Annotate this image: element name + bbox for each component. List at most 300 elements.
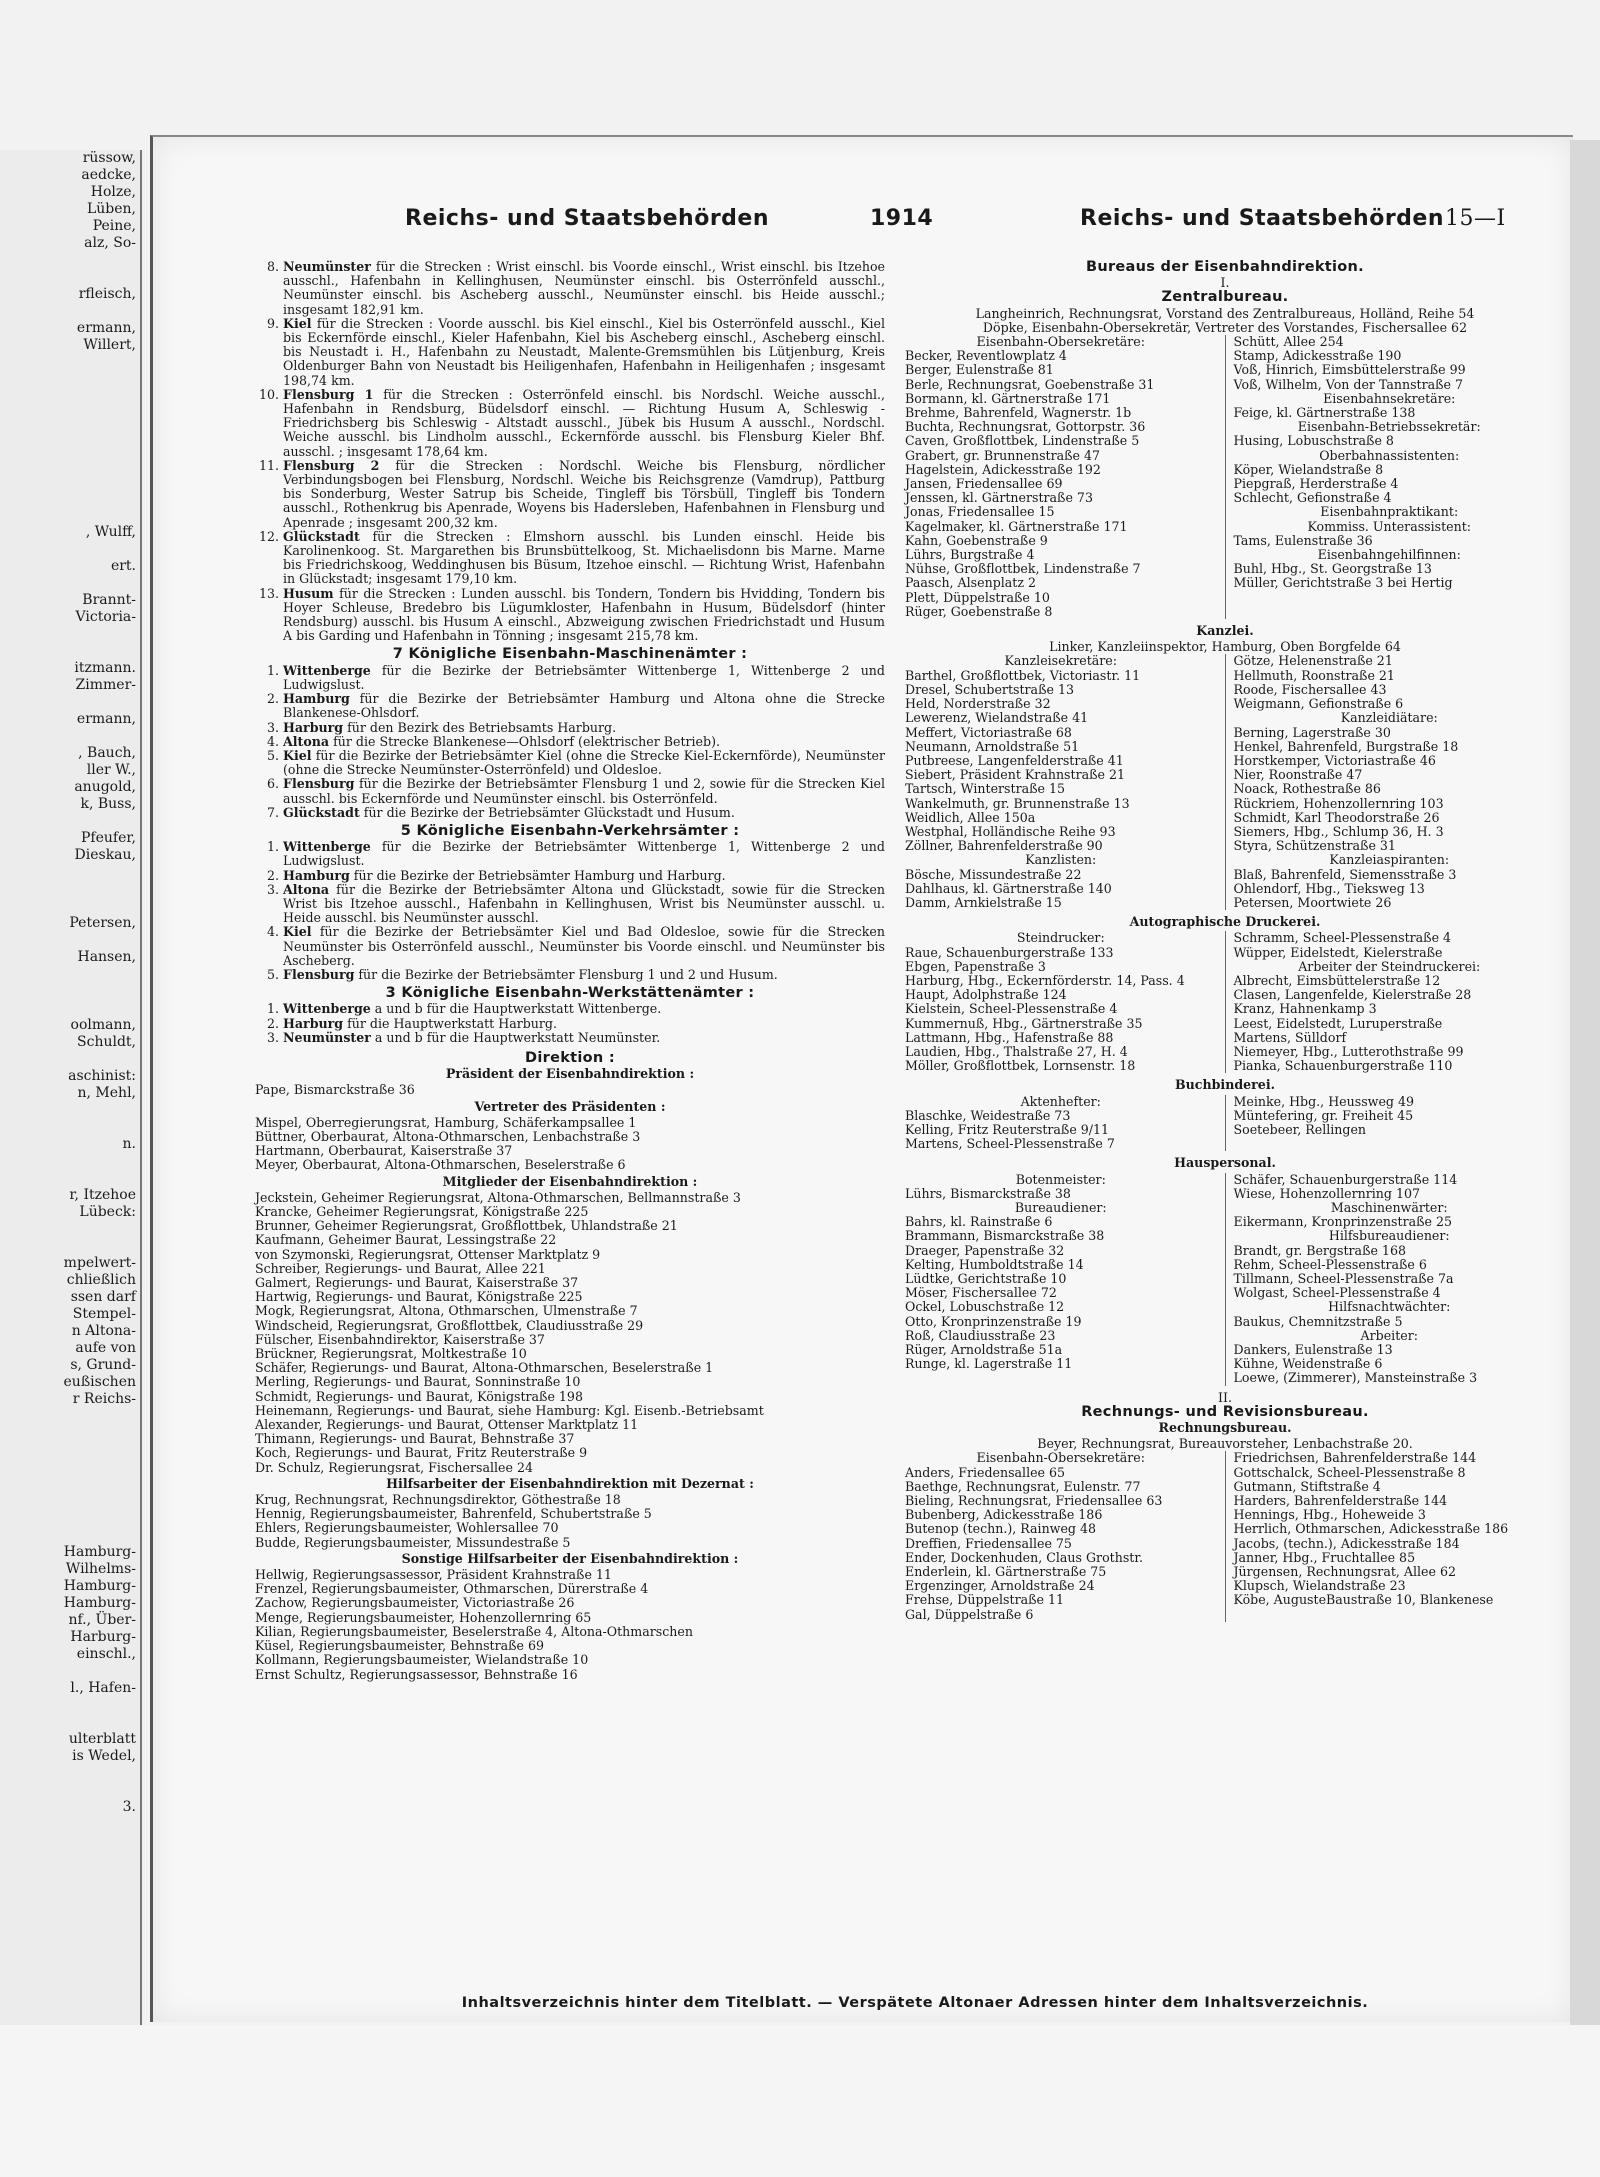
person-entry: Siemers, Hbg., Schlump 36, H. 3: [1233, 823, 1444, 839]
person-entry: Blaß, Bahrenfeld, Siemensstraße 3: [1233, 866, 1457, 882]
running-header: [170, 206, 1560, 234]
rechnungsbureau-subtitle: Rechnungsbureau.: [1158, 1420, 1292, 1436]
entry-number: 2.: [266, 1015, 279, 1031]
adjacent-page-line: [0, 983, 140, 1000]
person-entry: Voß, Wilhelm, Von der Tannstraße 7: [1233, 376, 1464, 392]
person-entry: Büttner, Oberbaurat, Altona-Othmarschen, Lenbachstraße 3: [255, 1128, 641, 1144]
person-entry: Brunner, Geheimer Regierungsrat, Großflottbek, Uhlandstraße 21: [255, 1218, 678, 1234]
adjacent-page-line: [0, 1170, 140, 1187]
person-entry: Wüpper, Eidelstedt, Kielerstraße: [1233, 944, 1443, 960]
person-entry: Kielstein, Scheel-Plessenstraße 4: [905, 1001, 1118, 1017]
adjacent-page-line: ssen darf: [70, 1289, 136, 1305]
adjacent-page-line: Peine,: [92, 218, 136, 234]
entry-number: 2.: [266, 691, 279, 707]
adjacent-page-line: [0, 1459, 140, 1476]
entry-number: 5.: [266, 747, 279, 763]
person-entry: Paasch, Alsenplatz 2: [905, 575, 1037, 591]
zentralbureau-columns: [905, 335, 1545, 619]
person-entry: Meyer, Oberbaurat, Altona-Othmarschen, Beselerstraße 6: [255, 1157, 626, 1173]
entry-description: für die Strecken : Lunden ausschl. bis Tondern, Tondern bis Hvidding, Tondern bis Hoyer Schleuse, Bredebro bis Lügumkloster, Hafenbahn in Husum, Büdelsdorf (hinter Rendsburg) ausschl. bis Husum A einschl., Abzweigung zwischen Friedrichstadt und Husum A bis Garding und Hafenbahn in Tönning ; insgesamt 215,78 km.: [283, 585, 885, 644]
adjacent-page-line: Hamburg-: [63, 1544, 136, 1560]
entry-name: Neumünster: [283, 1029, 371, 1045]
adjacent-page-line: n, Mehl,: [77, 1085, 136, 1101]
person-entry: Noack, Rothestraße 86: [1233, 781, 1381, 797]
adjacent-page-line: [0, 1476, 140, 1493]
adjacent-page-line: itzmann.: [74, 660, 136, 676]
adjacent-page-line: alz, So-: [84, 235, 136, 251]
person-entry: Butenop (techn.), Rainweg 48: [905, 1521, 1097, 1537]
footer-note: Inhaltsverzeichnis hinter dem Titelblatt. — Verspätete Altonaer Adressen hinter dem Inhaltsverzeichnis.: [461, 1995, 1369, 2011]
entry-description: für die Strecke Blankenese—Ohlsdorf (elektrischer Betrieb).: [329, 733, 720, 749]
adjacent-page-line: [0, 507, 140, 524]
adjacent-page-line: , Wulff,: [85, 524, 136, 540]
person-entry: Soetebeer, Rellingen: [1233, 1121, 1367, 1137]
person-entry: Loewe, (Zimmerer), Mansteinstraße 3: [1233, 1370, 1478, 1386]
person-entry: Meinke, Hbg., Heussweg 49: [1233, 1093, 1414, 1109]
person-entry: Wankelmuth, gr. Brunnenstraße 13: [905, 795, 1130, 811]
person-entry: Herrlich, Othmarschen, Adickesstraße 186: [1233, 1521, 1509, 1537]
hauspersonal-title: Hauspersonal.: [1174, 1155, 1276, 1171]
entry-text: [283, 317, 885, 388]
person-entry: Laudien, Hbg., Thalstraße 27, H. 4: [905, 1043, 1128, 1059]
person-entry: Jürgensen, Rechnungsrat, Allee 62: [1233, 1564, 1456, 1580]
person-entry: Koch, Regierungs- und Baurat, Fritz Reuterstraße 9: [255, 1445, 588, 1461]
person-entry: Raue, Schauenburgerstraße 133: [905, 944, 1114, 960]
adjacent-page-line: n.: [122, 1136, 136, 1152]
person-entry: Köper, Wielandstraße 8: [1233, 461, 1384, 477]
adjacent-page-line: aufe von: [75, 1340, 136, 1356]
adjacent-page-line: Hansen,: [77, 949, 136, 965]
adjacent-page-line: chließlich: [66, 1272, 136, 1288]
entry-text: [283, 587, 885, 644]
person-entry: Tams, Eulenstraße 36: [1233, 532, 1373, 548]
maschinenaemter-list: [255, 664, 885, 820]
entry-description: für die Strecken : Elmshorn ausschl. bis Lunden einschl. Heide bis Karolinenkoog. St. Margarethen bis Brunsbüttelkoog, St. Michaelisdonn bis Marne. Marne bis Friedrichskoog, Weddinghusen bis Büsum, Itzehoe einschl. — Richtung Wrist, Hafenbahn in Glückstadt; insgesamt 179,10 km.: [283, 528, 885, 587]
entry-text: [283, 1031, 885, 1045]
entry-name: Neumünster: [283, 259, 371, 274]
entry-name: Wittenberge: [283, 1001, 371, 1017]
person-entry: Müller, Gerichtstraße 3 bei Hertig: [1233, 575, 1453, 591]
adjacent-page-line: k, Buss,: [80, 796, 136, 812]
kanzlei-title: Kanzlei.: [1196, 623, 1254, 639]
group-heading: Eisenbahnsekretäre:: [1323, 390, 1456, 406]
mitglieder-list: [255, 1191, 885, 1475]
numbered-entry: [255, 749, 885, 777]
person-entry: Heinemann, Regierungs- und Baurat, siehe Hamburg: Kgl. Eisenb.-Betriebsamt: [255, 1402, 764, 1418]
person-entry: Jansen, Friedensallee 69: [905, 476, 1063, 492]
person-entry: Kelling, Fritz Reuterstraße 9/11: [905, 1121, 1110, 1137]
person-entry: Draeger, Papenstraße 32: [905, 1242, 1065, 1258]
person-entry: Galmert, Regierungs- und Baurat, Kaiserstraße 37: [255, 1275, 579, 1291]
group-heading: Eisenbahn-Obersekretäre:: [976, 1450, 1145, 1466]
person-entry: Bormann, kl. Gärtnerstraße 171: [905, 390, 1111, 406]
person-entry: Jacobs, (techn.), Adickesstraße 184: [1233, 1535, 1460, 1551]
adjacent-page-line: Lüben,: [86, 201, 136, 217]
zentral-lead-line: Langheinrich, Rechnungsrat, Vorstand des Zentralbureaus, Holländ, Reihe 54: [975, 305, 1475, 321]
entry-text: [283, 530, 885, 587]
adjacent-page-line: [0, 1765, 140, 1782]
person-entry: Möller, Großflottbek, Lornsenstr. 18: [905, 1058, 1136, 1074]
person-entry: Fülscher, Eisenbahndirektor, Kaiserstraße 37: [255, 1331, 545, 1347]
adjacent-page-line: ulterblatt: [68, 1731, 136, 1747]
person-entry: Lührs, Burgstraße 4: [905, 547, 1035, 563]
person-entry: Martens, Scheel-Plessenstraße 7: [905, 1136, 1115, 1152]
person-entry: Merling, Regierungs- und Baurat, Sonninstraße 10: [255, 1374, 581, 1390]
group-heading: Hilfsnachtwächter:: [1328, 1299, 1451, 1315]
person-entry: Clasen, Langenfelde, Kielerstraße 28: [1233, 987, 1472, 1003]
person-entry: Frehse, Düppelstraße 11: [905, 1592, 1065, 1608]
person-entry: Götze, Helenenstraße 21: [1233, 653, 1393, 669]
entry-number: 8.: [266, 259, 279, 274]
entry-number: 10.: [258, 386, 279, 402]
person-entry: Kahn, Goebenstraße 9: [905, 532, 1048, 548]
adjacent-page-line: [0, 1510, 140, 1527]
person-entry: Brückner, Regierungsrat, Moltkestraße 10: [255, 1346, 527, 1362]
person-entry: Schäfer, Regierungs- und Baurat, Altona-Othmarschen, Beselerstraße 1: [255, 1360, 714, 1376]
person-entry: Kühne, Weidenstraße 6: [1233, 1356, 1383, 1372]
person-entry: Bubenberg, Adickesstraße 186: [905, 1507, 1103, 1523]
entry-number: 7.: [266, 804, 279, 820]
page-number: 15—I: [1445, 206, 1506, 231]
entry-number: 1.: [266, 1001, 279, 1017]
person-entry: Kagelmaker, kl. Gärtnerstraße 171: [905, 518, 1128, 534]
group-heading: Eisenbahnpraktikant:: [1320, 504, 1459, 520]
entry-description: a und b für die Hauptwerkstatt Neumünster.: [370, 1029, 661, 1045]
person-entry: Janner, Hbg., Fruchtallee 85: [1233, 1549, 1416, 1565]
group-heading: Botenmeister:: [1015, 1171, 1106, 1187]
druckerei-title: Autographische Druckerei.: [1129, 914, 1321, 930]
person-entry: Martens, Sülldorf: [1233, 1029, 1347, 1045]
person-entry: Dankers, Eulenstraße 13: [1233, 1342, 1393, 1358]
entry-name: Altona: [283, 881, 330, 897]
entry-name: Glückstadt: [283, 528, 360, 544]
group-heading: Bureaudiener:: [1014, 1200, 1107, 1215]
person-entry: Wiese, Hohenzollernring 107: [1233, 1185, 1420, 1201]
person-entry: Husing, Lobuschstraße 8: [1233, 433, 1394, 449]
verkehrsaemter-title: 5 Königliche Eisenbahn-Verkehrsämter :: [400, 822, 740, 839]
adjacent-page-line: [0, 1000, 140, 1017]
entry-text: [283, 692, 885, 720]
person-entry: Kummernuß, Hbg., Gärtnerstraße 35: [905, 1015, 1143, 1031]
entry-number: 3.: [266, 881, 279, 897]
kanzlei-left: [905, 654, 1226, 910]
adjacent-page-line: [0, 1493, 140, 1510]
adjacent-page-line: [0, 473, 140, 490]
person-entry: Eikermann, Kronprinzenstraße 25: [1233, 1214, 1452, 1230]
person-entry: Ockel, Lobuschstraße 12: [905, 1299, 1065, 1315]
person-entry: Horstkemper, Victoriastraße 46: [1233, 752, 1436, 768]
person-entry: Haupt, Adolphstraße 124: [905, 987, 1067, 1003]
person-entry: Berger, Eulenstraße 81: [905, 362, 1054, 378]
adjacent-page-line: mpelwert-: [63, 1255, 136, 1271]
person-entry: Jenssen, kl. Gärtnerstraße 73: [905, 490, 1093, 506]
person-entry: Dahlhaus, kl. Gärtnerstraße 140: [905, 880, 1112, 896]
entry-text: [283, 1002, 885, 1016]
person-entry: Schramm, Scheel-Plessenstraße 4: [1233, 930, 1452, 946]
entry-description: für die Bezirke der Betriebsämter Kiel (ohne die Strecke Kiel-Eckernförde), Neumünster (ohne die Strecke Neumünster-Osterrönfeld) und Oldesloe.: [283, 747, 885, 778]
adjacent-page-line: [0, 269, 140, 286]
person-entry: Ender, Dockenhuden, Claus Grothstr.: [905, 1549, 1143, 1565]
entry-description: für die Bezirke der Betriebsämter Flensburg 1 und 2 und Husum.: [354, 966, 778, 982]
person-entry: Meffert, Victoriastraße 68: [905, 724, 1072, 740]
entry-name: Flensburg 1: [283, 386, 374, 402]
adjacent-page-line: Hamburg-: [63, 1595, 136, 1611]
hauspersonal-right: [1226, 1173, 1546, 1386]
person-entry: Ebgen, Papenstraße 3: [905, 958, 1046, 974]
adjacent-page-line: Stempel-: [72, 1306, 136, 1322]
group-heading: Arbeiter der Steindruckerei:: [1298, 958, 1481, 974]
entry-description: für die Strecken : Wrist einschl. bis Voorde einschl., Wrist einschl. bis Itzehoe ausschl., Hafenbahn in Kellinghusen, Neumünster einschl. bis Osterrönfeld ausschl., Neumünster einschl. bis Ascheberg ausschl., Neumünster einschl. bis Heide ausschl.; insgesamt 182,91 km.: [283, 259, 885, 317]
header-right-title: Reichs- und Staatsbehörden: [1080, 206, 1445, 231]
entry-text: [283, 721, 885, 735]
page-edge-shadow: [1570, 140, 1600, 2030]
numbered-entry: [255, 260, 885, 317]
adjacent-page-line: Schuldt,: [77, 1034, 136, 1050]
person-entry: Hagelstein, Adickesstraße 192: [905, 461, 1101, 477]
entry-number: 2.: [266, 867, 279, 883]
group-heading: Eisenbahn-Obersekretäre:: [976, 334, 1145, 350]
person-entry: Müntefering, gr. Freiheit 45: [1233, 1107, 1414, 1123]
adjacent-page-line: [0, 728, 140, 745]
zentralbureau-lead: [905, 307, 1545, 335]
person-entry: Küsel, Regierungsbaumeister, Behnstraße 69: [255, 1638, 545, 1654]
adjacent-page-line: [0, 694, 140, 711]
entry-number: 9.: [266, 315, 279, 331]
person-entry: Alexander, Regierungs- und Baurat, Ottenser Marktplatz 11: [255, 1417, 639, 1433]
entry-description: für die Bezirke der Betriebsämter Flensburg 1 und 2, sowie für die Strecken Kiel ausschl. bis Eckernförde und Neumünster einschl. bis Osterrönfeld.: [283, 776, 885, 806]
zentralbureau-title: Zentralbureau.: [1161, 289, 1289, 306]
numbered-entry: [255, 664, 885, 692]
adjacent-page-line: [0, 1697, 140, 1714]
adjacent-page-line: ert.: [110, 558, 136, 574]
person-entry: Blaschke, Weidestraße 73: [905, 1107, 1071, 1123]
adjacent-page-line: [0, 456, 140, 473]
person-entry: Windscheid, Regierungsrat, Großflottbek, Claudiusstraße 29: [255, 1317, 644, 1333]
entry-name: Harburg: [283, 1015, 344, 1031]
adjacent-page-line: [0, 643, 140, 660]
person-entry: Harders, Bahrenfelderstraße 144: [1233, 1493, 1448, 1509]
group-heading: Steindrucker:: [1016, 930, 1105, 946]
person-entry: Tartsch, Winterstraße 15: [905, 781, 1065, 797]
entry-name: Hamburg: [283, 691, 350, 707]
entry-text: [283, 840, 885, 868]
person-entry: Ehlers, Regierungsbaumeister, Wohlersallee 70: [255, 1520, 559, 1536]
rechnungsbureau-columns: [905, 1451, 1545, 1621]
entry-number: 4.: [266, 924, 279, 940]
group-heading: Kanzleiaspiranten:: [1329, 852, 1450, 868]
numbered-entry: [255, 840, 885, 868]
person-entry: Styra, Schützenstraße 31: [1233, 838, 1396, 854]
group-heading: Oberbahnassistenten:: [1319, 447, 1460, 463]
person-entry: Mispel, Oberregierungsrat, Hamburg, Schäferkampsallee 1: [255, 1114, 637, 1130]
person-entry: Budde, Regierungsbaumeister, Missundestraße 5: [255, 1534, 571, 1550]
page-bottom-margin: [0, 2025, 1600, 2177]
person-entry: Dreffien, Friedensallee 75: [905, 1535, 1072, 1551]
person-entry: Mogk, Regierungsrat, Altona, Othmarschen, Ulmenstraße 7: [255, 1303, 638, 1319]
person-entry: Buchta, Rechnungsrat, Gottorpstr. 36: [905, 419, 1146, 435]
adjacent-page-line: [0, 371, 140, 388]
person-entry: Brandt, gr. Bergstraße 168: [1233, 1242, 1406, 1258]
left-column: [255, 260, 885, 1682]
entry-description: für die Bezirke der Betriebsämter Wittenberge 1, Wittenberge 2 und Ludwigslust.: [283, 662, 885, 692]
person-entry: Schlecht, Gefionstraße 4: [1233, 490, 1392, 506]
person-entry: Stamp, Adickesstraße 190: [1233, 348, 1402, 364]
adjacent-page-line: Hamburg-: [63, 1578, 136, 1594]
person-entry: Caven, Großflottbek, Lindenstraße 5: [905, 433, 1140, 449]
numbered-entry: [255, 777, 885, 805]
person-entry: Wolgast, Scheel-Plessenstraße 4: [1233, 1285, 1441, 1301]
person-entry: Ernst Schultz, Regierungsassessor, Behnstraße 16: [255, 1666, 578, 1682]
druckerei-right: [1226, 931, 1546, 1073]
sonstige-list: [255, 1568, 885, 1682]
adjacent-page-line: s, Grund-: [70, 1357, 136, 1373]
entry-text: [283, 869, 885, 883]
group-heading: Eisenbahn-Betriebssekretär:: [1297, 419, 1481, 435]
person-entry: Baukus, Chemnitzstraße 5: [1233, 1313, 1403, 1329]
person-entry: Friedrichsen, Bahrenfelderstraße 144: [1233, 1450, 1477, 1466]
person-entry: Anders, Friedensallee 65: [905, 1464, 1066, 1480]
zentral-lead-line: Döpke, Eisenbahn-Obersekretär, Vertreter des Vorstandes, Fischersallee 62: [982, 319, 1468, 335]
person-entry: Hennig, Regierungsbaumeister, Bahrenfeld, Schubertstraße 5: [255, 1506, 652, 1522]
person-entry: Nühse, Großflottbek, Lindenstraße 7: [905, 561, 1141, 577]
section-number-2: II.: [1218, 1389, 1232, 1405]
person-entry: Putbreese, Langenfelderstraße 41: [905, 752, 1124, 768]
rechnungsbureau-left: [905, 1451, 1226, 1621]
entry-name: Kiel: [283, 315, 312, 331]
adjacent-page-line: Willert,: [83, 337, 136, 353]
entry-description: für die Bezirke der Betriebsämter Kiel und Bad Oldesloe, sowie für die Strecken Neumünster bis Osterrönfeld ausschl., Neumünster bis Voorde einschl. und Neumünster bis Ascheberg.: [283, 924, 885, 968]
entry-text: [283, 459, 885, 530]
entry-name: Kiel: [283, 747, 312, 763]
section-number-1: I.: [1220, 275, 1230, 291]
person-entry: Otto, Kronprinzenstraße 19: [905, 1313, 1082, 1329]
person-entry: Krug, Rechnungsrat, Rechnungsdirektor, Göthestraße 18: [255, 1492, 621, 1508]
adjacent-page-line: ermann,: [76, 711, 136, 727]
hilfsarbeiter-list: [255, 1493, 885, 1550]
person-entry: Lattmann, Hbg., Hafenstraße 88: [905, 1029, 1114, 1045]
kanzlei-right: [1226, 654, 1546, 910]
adjacent-page-line: [0, 1221, 140, 1238]
person-entry: Niemeyer, Hbg., Lutterothstraße 99: [1233, 1043, 1464, 1059]
adjacent-page-line: [0, 1119, 140, 1136]
adjacent-page-line: Zimmer-: [75, 677, 136, 693]
adjacent-page-line: Pfeufer,: [81, 830, 136, 846]
person-entry: Gottschalck, Scheel-Plessenstraße 8: [1233, 1464, 1466, 1480]
hilfsarbeiter-heading: Hilfsarbeiter der Eisenbahndirektion mit Dezernat :: [386, 1475, 754, 1491]
entry-description: für die Bezirke der Betriebsämter Hamburg und Altona ohne die Strecke Blankenese-Ohlsdorf.: [283, 691, 885, 721]
person-entry: Weigmann, Gefionstraße 6: [1233, 696, 1404, 712]
adjacent-page-line: 3.: [122, 1799, 136, 1815]
adjacent-page-line: aschinist:: [68, 1068, 136, 1084]
header-year: 1914: [870, 206, 934, 231]
person-entry: Piepgraß, Herderstraße 4: [1233, 476, 1399, 492]
person-entry: Ergenzinger, Arnoldstraße 24: [905, 1578, 1095, 1594]
person-entry: Pianka, Schauenburgerstraße 110: [1233, 1058, 1453, 1074]
numbered-entry: [255, 869, 885, 883]
mitglieder-heading: Mitglieder der Eisenbahndirektion :: [442, 1173, 698, 1189]
person-entry: Grabert, gr. Brunnenstraße 47: [905, 447, 1101, 463]
entry-name: Wittenberge: [283, 839, 371, 855]
entry-text: [283, 1017, 885, 1031]
group-heading: Arbeiter:: [1360, 1327, 1418, 1343]
person-entry: Gutmann, Stiftstraße 4: [1233, 1478, 1381, 1494]
adjacent-page-line: Holze,: [90, 184, 136, 200]
person-entry: Rüger, Arnoldstraße 51a: [905, 1342, 1063, 1358]
adjacent-page-line: [0, 1714, 140, 1731]
rechnungsbureau-title: Rechnungs- und Revisionsbureau.: [1081, 1403, 1369, 1420]
person-entry: Hellwig, Regierungsassessor, Präsident Krahnstraße 11: [255, 1567, 612, 1583]
numbered-entry: [255, 925, 885, 968]
adjacent-page-line: [0, 405, 140, 422]
entry-number: 13.: [258, 585, 279, 601]
adjacent-page-line: [0, 1408, 140, 1425]
adjacent-page-line: r, Itzehoe: [69, 1187, 136, 1203]
adjacent-page-line: is Wedel,: [72, 1748, 136, 1764]
adjacent-page-line: ermann,: [76, 320, 136, 336]
numbered-entry: [255, 587, 885, 644]
person-entry: Kranz, Hahnenkamp 3: [1233, 1001, 1377, 1017]
person-entry: Dresel, Schubertstraße 13: [905, 681, 1074, 697]
numbered-entry: [255, 721, 885, 735]
entry-description: für die Strecken : Nordschl. Weiche bis Flensburg, nördlicher Verbindungsbogen bei Flensburg, Nordschl. Weiche bis Reichsgrenze (Vamdrup), Pattburg bis Sonderburg, Wester Satrup bis Scheide, Tingleff bis Törsbüll, Tingleff bis Tondern ausschl., Rothenkrug bis Apenrade, Woyens bis Hadersleben, Hafenbahnen in Flensburg und Apenrade ; insgesamt 200,32 km.: [283, 457, 885, 530]
person-entry: Klupsch, Wielandstraße 23: [1233, 1578, 1406, 1594]
entry-name: Husum: [283, 585, 334, 601]
person-entry: Hartwig, Regierungs- und Baurat, Königstraße 225: [255, 1289, 583, 1305]
adjacent-page-line: [0, 252, 140, 269]
right-column: [905, 260, 1545, 1622]
entry-text: [283, 388, 885, 459]
group-heading: Hilfsbureaudiener:: [1328, 1228, 1450, 1244]
numbered-entry: [255, 1002, 885, 1016]
entry-text: [283, 749, 885, 777]
adjacent-page-line: n Altona-: [71, 1323, 136, 1339]
person-entry: Hennings, Hbg., Hoheweide 3: [1233, 1507, 1426, 1523]
adjacent-page-line: [0, 966, 140, 983]
entry-number: 3.: [266, 719, 279, 735]
adjacent-page-line: [0, 813, 140, 830]
adjacent-page-line: [0, 439, 140, 456]
person-entry: Berning, Lagerstraße 30: [1233, 724, 1391, 740]
maschinenaemter-title: 7 Königliche Eisenbahn-Maschinenämter :: [392, 646, 748, 663]
person-entry: Ohlendorf, Hbg., Tieksweg 13: [1233, 880, 1425, 896]
person-entry: Hellmuth, Roonstraße 21: [1233, 667, 1395, 683]
entry-name: Kiel: [283, 924, 312, 940]
adjacent-page-line: [0, 1527, 140, 1544]
adjacent-page-line: , Bauch,: [78, 745, 136, 761]
person-entry: Schmidt, Karl Theodorstraße 26: [1233, 809, 1440, 825]
person-entry: Zöllner, Bahrenfelderstraße 90: [905, 838, 1103, 854]
person-entry: Nier, Roonstraße 47: [1233, 767, 1363, 783]
entry-description: a und b für die Hauptwerkstatt Wittenberge.: [370, 1001, 662, 1017]
numbered-entry: [255, 883, 885, 926]
adjacent-page-line: einschl.,: [76, 1646, 136, 1662]
group-heading: Eisenbahngehilfinnen:: [1317, 547, 1461, 563]
entry-text: [283, 777, 885, 805]
adjacent-page-line: [0, 1442, 140, 1459]
header-left-title: Reichs- und Staatsbehörden: [405, 206, 770, 231]
numbered-entry: [255, 530, 885, 587]
adjacent-page-line: [0, 303, 140, 320]
person-entry: Schreiber, Regierungs- und Baurat, Allee 221: [255, 1260, 546, 1276]
person-entry: Tillmann, Scheel-Plessenstraße 7a: [1233, 1271, 1454, 1287]
group-heading: Kommiss. Unterassistent:: [1307, 518, 1472, 534]
person-entry: Kaufmann, Geheimer Baurat, Lessingstraße 22: [255, 1232, 557, 1248]
person-entry: Westphal, Holländische Reihe 93: [905, 823, 1116, 839]
numbered-entry: [255, 735, 885, 749]
numbered-entry: [255, 806, 885, 820]
person-entry: Gal, Düppelstraße 6: [905, 1606, 1034, 1622]
entry-name: Hamburg: [283, 867, 350, 883]
